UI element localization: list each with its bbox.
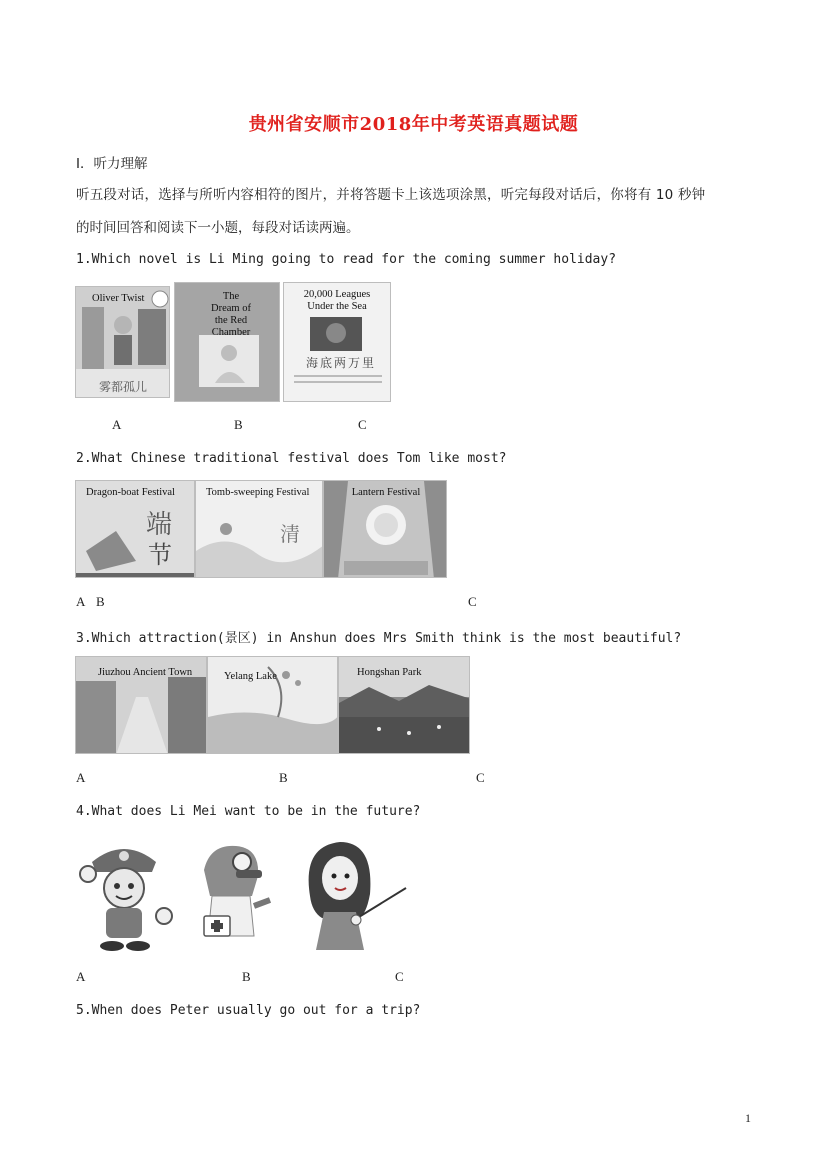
- cover-caption: The Dream of the Red Chamber: [211, 291, 251, 338]
- page-number: 1: [745, 1111, 751, 1125]
- option-c-label[interactable]: C: [395, 969, 404, 984]
- cover-title: 海底两万里: [306, 356, 377, 370]
- option-a-image[interactable]: [72, 834, 176, 952]
- svg-text:清: 清: [280, 522, 300, 546]
- question-5-text: 5.When does Peter usually go out for a trip?: [76, 1003, 421, 1018]
- option-a-label[interactable]: A: [76, 770, 86, 785]
- svg-text:端: 端: [146, 510, 173, 540]
- option-b-label[interactable]: B: [96, 594, 105, 609]
- option-a-label[interactable]: A: [76, 594, 86, 609]
- option-c-label[interactable]: C: [468, 594, 477, 609]
- doctor-icon: [190, 836, 272, 950]
- question-2-text: 2.What Chinese traditional festival does Tom like most?: [76, 451, 507, 466]
- option-b-image[interactable]: [174, 282, 280, 402]
- image-caption: Jiuzhou Ancient Town: [98, 667, 193, 678]
- option-a-image[interactable]: [75, 656, 207, 754]
- option-c-label[interactable]: C: [358, 417, 367, 432]
- question-1-text: 1.Which novel is Li Ming going to read for the coming summer holiday?: [76, 252, 617, 267]
- svg-text:节: 节: [148, 541, 172, 569]
- option-c-image[interactable]: [323, 480, 447, 578]
- section-heading: Ⅰ．听力理解: [76, 156, 148, 172]
- question-3-text: 3.Which attraction(景区) in Anshun does Mrs Smith think is the most beautiful?: [76, 631, 682, 646]
- option-b-image[interactable]: [190, 836, 272, 950]
- cover-caption: 20,000 Leagues Under the Sea: [303, 289, 371, 312]
- option-c-image[interactable]: [283, 282, 391, 402]
- question-4-text: 4.What does Li Mei want to be in the future?: [76, 804, 421, 819]
- option-b-label[interactable]: B: [242, 969, 251, 984]
- image-caption: Lantern Festival: [351, 487, 421, 498]
- svg-text:雾都孤儿: 雾都孤儿: [98, 380, 148, 394]
- instructions-line-1: 听五段对话，选择与所听内容相符的图片，并将答题卡上该选项涂黑，听完每段对话后，你将有 10 秒钟: [76, 187, 706, 203]
- image-caption: Hongshan Park: [357, 667, 422, 678]
- option-b-image[interactable]: [207, 656, 338, 754]
- option-a-label[interactable]: A: [76, 969, 86, 984]
- image-caption: Yelang Lake: [224, 671, 277, 682]
- option-c-label[interactable]: C: [476, 770, 485, 785]
- option-a-image[interactable]: [75, 286, 170, 398]
- instructions-line-2: 的时间回答和阅读下一小题，每段对话读两遍。: [76, 220, 360, 236]
- cover-caption: Oliver Twist: [92, 293, 145, 304]
- policeman-icon: [72, 834, 176, 952]
- page-title: 贵州省安顺市2018年中考英语真题试题: [248, 114, 579, 135]
- option-b-label[interactable]: B: [234, 417, 243, 432]
- image-caption: Dragon-boat Festival: [86, 487, 175, 498]
- option-c-image[interactable]: [338, 656, 470, 754]
- option-b-label[interactable]: B: [279, 770, 288, 785]
- option-c-image[interactable]: [292, 836, 410, 950]
- option-a-label[interactable]: A: [112, 417, 122, 432]
- teacher-icon: [292, 836, 410, 950]
- option-b-image[interactable]: [195, 480, 323, 578]
- option-a-image[interactable]: [75, 480, 195, 578]
- image-caption: Tomb-sweeping Festival: [206, 487, 310, 498]
